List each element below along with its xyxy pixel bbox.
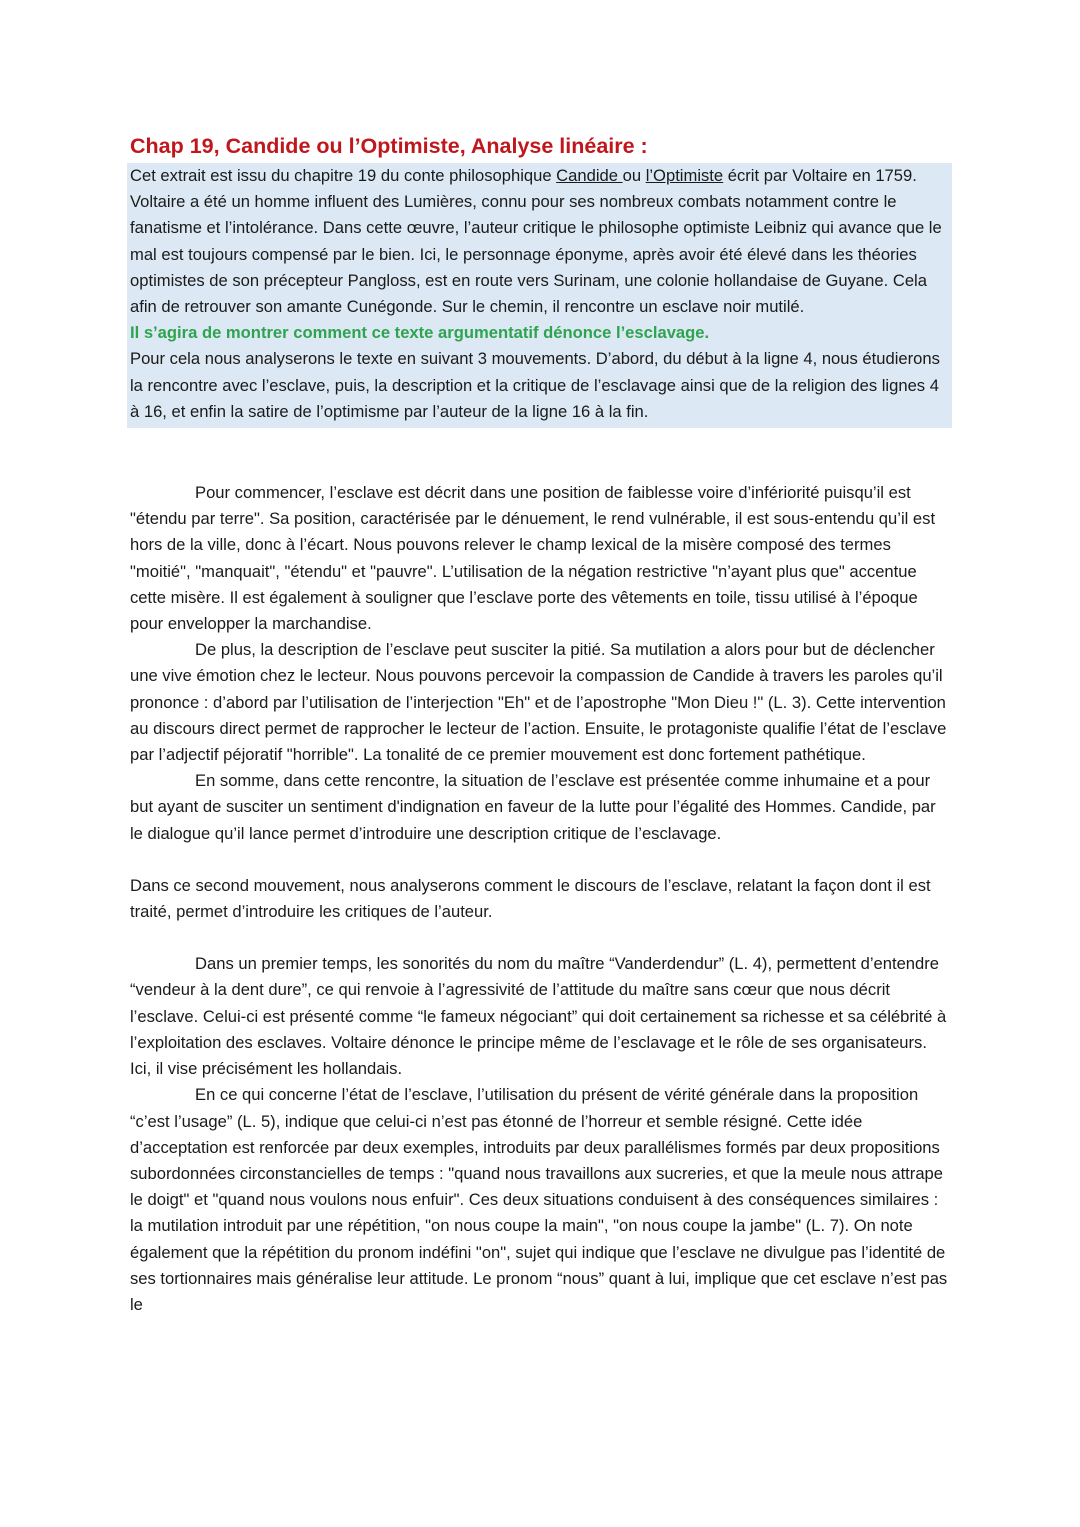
spacer (130, 428, 952, 480)
paragraph-1: Pour commencer, l’esclave est décrit dans une position de faiblesse voire d’infériorité puisqu’il est "étendu par terre". Sa position, caractérisée par le dénuement, le rend vulnérable, il est sous-entendu qu’il est hors de la ville, donc à l’écart. Nous pouvons relever le champ lexical de la misère composé des termes "moitié", "manquait", "étendu" et "pauvre". L’utilisation de la négation restrictive "n’ayant plus que" accentue cette misère. Il est également à souligner que l’esclave porte des vêtements en toile, tissu utilisé à l’époque pour envelopper la marchandise. (130, 483, 936, 634)
problematique: Il s’agira de montrer comment ce texte argumentatif dénonce l’esclavage. (130, 323, 710, 343)
spacer (130, 925, 952, 951)
paragraph-6: En ce qui concerne l’état de l’esclave, l’utilisation du présent de vérité générale dans la proposition “c’est l’usage” (L. 5), indique que celui-ci n’est pas étonné de l’horreur et semble résigné. Cette idée d’acceptation est renforcée par deux exemples, introduits par deux parallélismes formés par deux propositions subordonnées circonstancielles de temps : "quand nous travaillons aux sucreries, et que la meule nous attrape le doigt" et "quand nous voulons nous enfuir". Ces deux situations conduisent à des conséquences similaires : la mutilation introduit par une répétition, "on nous coupe la main", "on nous coupe la jambe" (L. 7). On note également que la répétition du pronom indéfini "on", sujet qui indique que l’esclave ne divulgue pas l’identité de ses tortionnaires mais généralise leur attitude. Le pronom “nous” quant à lui, implique que cet esclave n’est pas le (130, 1085, 948, 1314)
analysis-body (130, 480, 952, 1318)
document-title: Chap 19, Candide ou l’Optimiste, Analyse linéaire : (130, 134, 648, 158)
intro-text-c: écrit par Voltaire en 1759. Voltaire a été un homme influent des Lumières, connu pour ses nombreux combats notamment contre le fanatisme et l’intolérance. Dans cette œuvre, l’auteur critique le philosophe optimiste Leibniz qui avance que le mal est toujours compensé par le bien. Ici, le personnage éponyme, après avoir été élevé dans les théories optimistes de son précepteur Pangloss, est en route vers Surinam, une colonie hollandaise de Guyane. Cela afin de retrouver son amante Cunégonde. Sur le chemin, il rencontre un esclave noir mutilé. (130, 166, 942, 317)
spacer (130, 847, 952, 873)
introduction-block (127, 163, 952, 428)
plan-paragraph: Pour cela nous analyserons le texte en suivant 3 mouvements. D’abord, du début à la ligne 4, nous étudierons la rencontre avec l’esclave, puis, la description et la critique de l’esclavage ainsi que de la religion des lignes 4 à 16, et enfin la satire de l’optimisme par l’auteur de la ligne 16 à la fin. (130, 349, 940, 421)
intro-paragraph (130, 163, 952, 320)
paragraph-2: De plus, la description de l’esclave peut susciter la pitié. Sa mutilation a alors pour but de déclencher une vive émotion chez le lecteur. Nous pouvons percevoir la compassion de Candide à travers les paroles qu’il prononce : d’abord par l’utilisation de l’interjection "Eh" et de l’apostrophe "Mon Dieu !" (L. 3). Cette intervention au discours direct permet de rapprocher le lecteur de l’action. Ensuite, le protagoniste qualifie l’état de l’esclave par l’adjectif péjoratif "horrible". La tonalité de ce premier mouvement est donc fortement pathétique. (130, 640, 947, 765)
work-title-optimiste: l’Optimiste (645, 166, 724, 185)
intro-text-a: Cet extrait est issu du chapitre 19 du conte philosophique (130, 166, 557, 185)
paragraph-5: Dans un premier temps, les sonorités du nom du maître “Vanderdendur” (L. 4), permettent d’entendre “vendeur à la dent dure”, ce qui renvoie à l’agressivité de l’attitude du maître sans cœur que nous décrit l’esclave. Celui-ci est présenté comme “le fameux négociant” qui doit certainement sa richesse et sa célébrité à l’exploitation des esclaves. Voltaire dénonce le principe même de l’esclavage et le rôle de ses organisateurs. Ici, il vise précisément les hollandais. (130, 954, 947, 1079)
work-title-candide: Candide (556, 166, 623, 185)
document-content (130, 131, 952, 1318)
paragraph-4: Dans ce second mouvement, nous analyserons comment le discours de l’esclave, relatant la façon dont il est traité, permet d’introduire les critiques de l’auteur. (130, 875, 931, 922)
intro-text-b: ou (622, 166, 646, 185)
paragraph-3: En somme, dans cette rencontre, la situation de l’esclave est présentée comme inhumaine et a pour but ayant de susciter un sentiment d'indignation en faveur de la lutte pour l’égalité des Hommes. Candide, par le dialogue qu’il lance permet d’introduire une description critique de l’esclavage. (130, 771, 936, 843)
